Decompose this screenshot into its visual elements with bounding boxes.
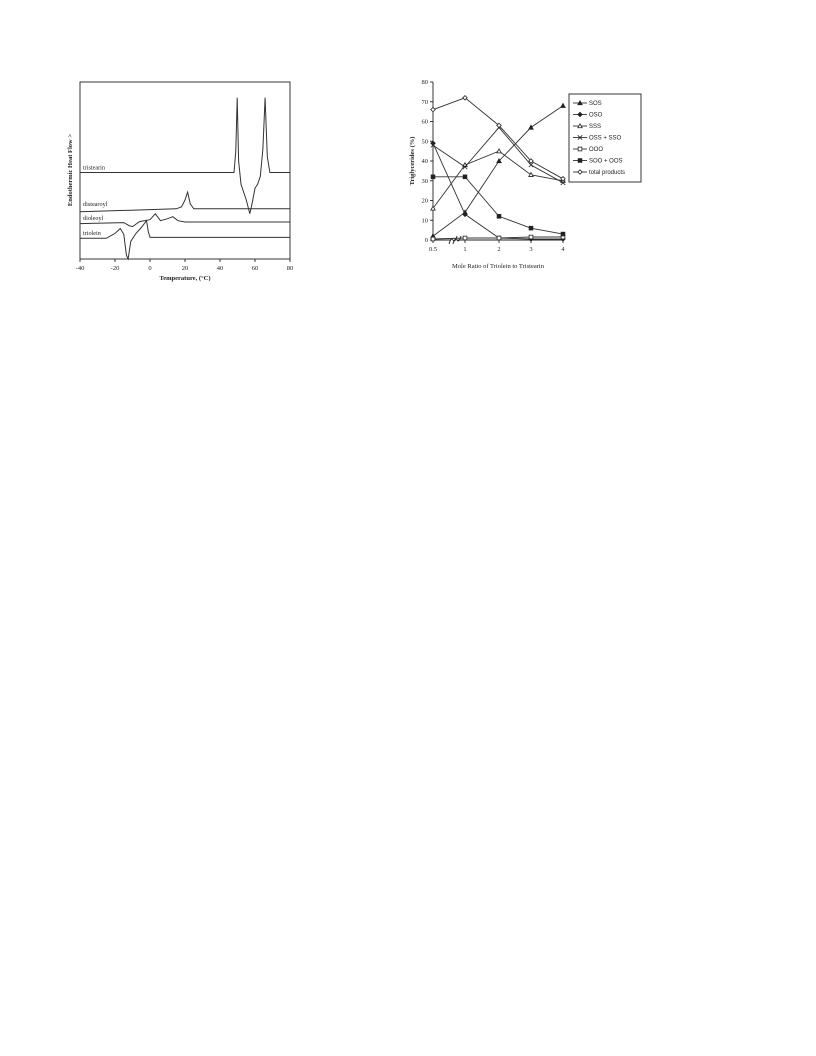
- right-x-axis-title: Mole Ratio of Triolein to Tristearin: [452, 263, 544, 270]
- legend-item: [573, 135, 622, 141]
- data-point: [529, 235, 533, 239]
- right-y-tick-label: 40: [421, 158, 428, 166]
- legend-marker: [578, 101, 582, 105]
- left-x-tick-label: -40: [75, 265, 85, 272]
- trace-triolein: [80, 221, 290, 259]
- right-series-group: [431, 96, 565, 242]
- legend-marker: [578, 124, 582, 128]
- left-x-axis-title: Temperature, (°C): [159, 275, 211, 282]
- triglyceride-composition-chart: [405, 72, 650, 282]
- right-x-tick-label: 1: [463, 246, 467, 253]
- legend-item: [573, 112, 603, 118]
- right-y-tick-label: 0: [424, 237, 428, 245]
- data-point: [561, 232, 565, 236]
- series-line: [433, 143, 563, 239]
- series-line: [433, 151, 563, 208]
- trace-label-distearoyl: distearoyl: [83, 200, 108, 208]
- data-point: [497, 149, 501, 153]
- legend-item: [573, 101, 602, 107]
- trace-distearoyl: [80, 192, 290, 212]
- legend: [569, 94, 641, 182]
- right-y-axis-title: Triglycerides (%): [409, 136, 416, 186]
- right-y-tick-label: 80: [421, 79, 428, 87]
- data-point: [463, 236, 467, 240]
- right-y-tick-label: 50: [421, 138, 428, 146]
- left-x-tick-label: 60: [251, 265, 259, 272]
- legend-item: [573, 147, 603, 153]
- right-y-ticks: [422, 79, 434, 244]
- legend-marker: [578, 159, 582, 163]
- left-trace-labels: [83, 164, 108, 236]
- legend-marker: [578, 112, 582, 116]
- right-x-tick-label: 3: [529, 246, 533, 253]
- right-y-tick-label: 60: [421, 118, 428, 126]
- legend-label: SOO + OOS: [589, 158, 623, 165]
- legend-items: [573, 101, 625, 176]
- legend-label: total products: [589, 170, 626, 176]
- data-point: [561, 104, 565, 108]
- series-oss-sso: [431, 125, 565, 185]
- trace-tristearin: [80, 98, 290, 214]
- legend-marker: [578, 147, 582, 151]
- legend-label: OOO: [589, 147, 604, 153]
- left-trace-group: [80, 98, 290, 259]
- trace-label-dioleoyl: dioleoyl: [83, 215, 104, 223]
- left-plot-frame: [80, 82, 290, 259]
- series-total-products: [431, 96, 565, 181]
- left-x-tick-label: 0: [148, 265, 152, 272]
- axis-break-mark: [449, 236, 461, 244]
- right-y-tick-label: 10: [421, 217, 428, 225]
- data-point: [529, 226, 533, 230]
- data-point: [497, 236, 501, 240]
- legend-label: OSS + SSO: [589, 135, 622, 142]
- left-x-tick-label: -20: [110, 265, 120, 272]
- series-oso: [431, 141, 565, 241]
- trace-label-triolein: triolein: [83, 229, 101, 237]
- left-x-tick-label: 40: [216, 265, 224, 272]
- data-point: [431, 107, 435, 111]
- left-x-tick-label: 20: [181, 265, 189, 272]
- data-point: [463, 175, 467, 179]
- dsc-thermogram-chart: [60, 70, 310, 290]
- legend-label: SOS: [589, 101, 602, 107]
- series-line: [433, 98, 563, 179]
- left-x-tick-label: 80: [286, 265, 294, 272]
- series-line: [433, 127, 563, 182]
- left-x-ticks: [76, 259, 294, 272]
- right-x-tick-label: 0.5: [428, 246, 438, 253]
- legend-label: SSS: [589, 124, 602, 130]
- legend-item: [573, 170, 625, 176]
- right-x-tick-label: 4: [561, 246, 565, 253]
- trace-dioleoyl: [80, 214, 290, 227]
- series-line: [433, 177, 563, 234]
- trace-label-tristearin: tristearin: [83, 164, 105, 172]
- series-sss: [431, 149, 565, 210]
- data-point: [431, 175, 435, 179]
- data-point: [431, 237, 435, 241]
- legend-item: [573, 124, 601, 130]
- left-y-axis-title: Endothermic Heat Flow >: [67, 133, 74, 207]
- right-y-tick-label: 30: [421, 177, 428, 185]
- right-y-tick-label: 70: [421, 98, 428, 106]
- right-x-tick-label: 2: [497, 246, 501, 253]
- legend-label: OSO: [589, 112, 603, 119]
- legend-item: [573, 159, 623, 165]
- data-point: [497, 214, 501, 218]
- legend-marker: [578, 170, 582, 174]
- right-y-tick-label: 20: [421, 197, 428, 205]
